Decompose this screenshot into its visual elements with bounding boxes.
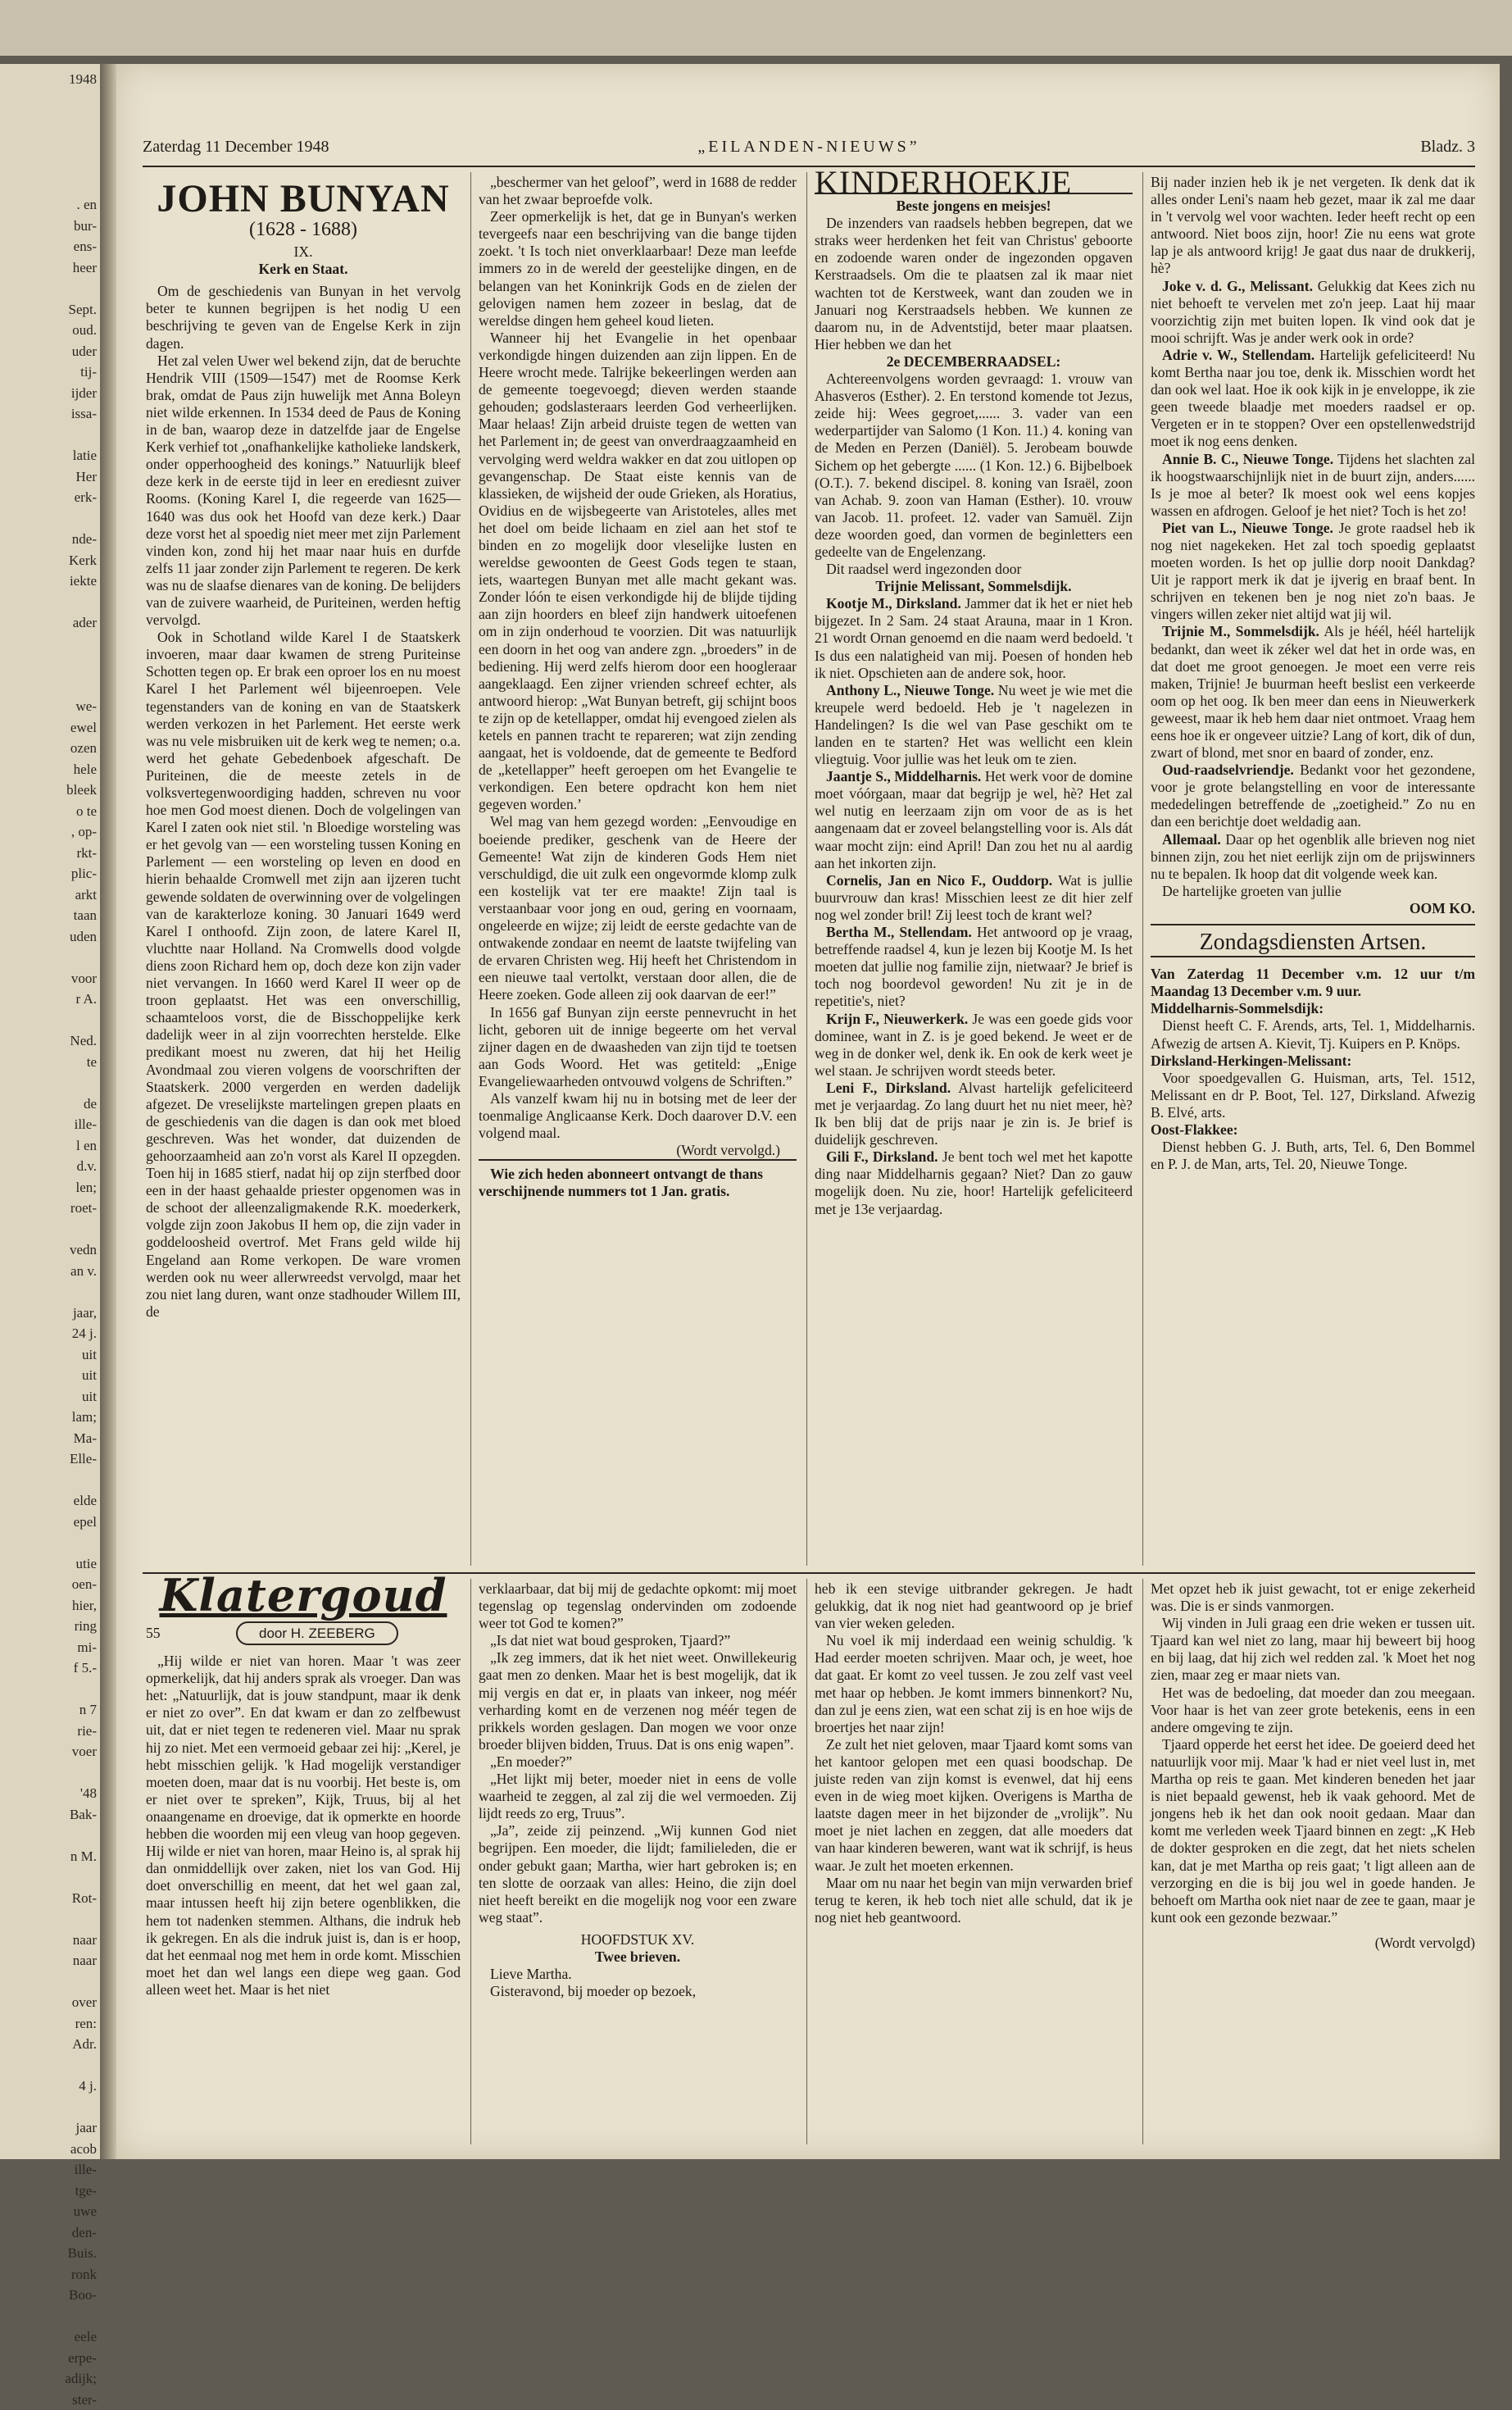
column-rule <box>806 1579 807 2144</box>
kinderhoekje-intro: De inzenders van raadsels hebben begrepen, dat we straks weer herdenken het feit van Christus' geboorte en zodoende waren onder de ingezonden opgaven Kerstraadsels. Om die te plaatsen zal ik maar niet wachten tot de Kerstweek, want dan zouden we in Januari nog Kerstraadsels hebben. We kunnen ze daarom nu, in de Adventstijd, beter maar plaatsen. Hier hebben we dan het <box>815 215 1133 352</box>
letter-recipient: Gili F., Dirksland. <box>826 1148 938 1166</box>
bunyan-paragraph: Ook in Schotland wilde Karel I de Staatskerk invoeren, maar daar kwamen de streng Puriteinse Schotten tegen op. Er brak een oproer los en nu moest Karel I het Parlement wél bijeenroepen. Vele tegenstanders van de koning en van de Staatskerk werden verkozen in het Parlement. Het eerste werk was nu vele misbruiken uit de kerk weg te nemen; o.a. werd het gehate Gebedenboek afgeschaft. De Puriteinen, die de meeste zetels in de volksvertegenwoordiging hadden, schreven nu voor hoe men God moest dienen. Doch de volgelingen van Karel I zaten ook niet stil. 'n Bloedige worsteling was er het gevolg van — een worsteling tussen Koning en Parlement — een worsteling op leven en dood en hierin behaalde Cromwell met zijn aan ijzeren tucht gewende soldaten de overwinning over de volgelingen van de karakterloze koning. 30 Januari 1649 werd Karel I onthoofd. Zijn zoon, de latere Karel II, vluchtte naar Holland. Na Cromwells dood volgde diens zoon Richard hem op, doch deze kon zijn vader niet vervangen. In 1660 werd Karel II weer op de troon geplaatst. Het was een onverschillig, schaamteloos vorst, die de Bisschoppelijke kerk dadelijk weer in al zijn voorrechten herstelde. Elke predikant moest nu zweren, dat hij het Heilig Avondmaal zou vieren volgens de voorschriften der Staatskerk. 2000 vergerden en werden dadelijk afgezet. De vreselijkste martelingen grepen plaats en de geschiedenis van die dagen is dan ook met bloed geschreven. Was het wonder, dat duizenden de gehoorzaamheid aan zo'n vorst als Karel II opzegden. Toen hij in 1685 stierf, nadat hij op zijn sterfbed door een in der haast gehaalde priester opgenomen was in de schoot der alleenzaligmakende R.K. moederkerk, volgde zijn zoon Jakobus II hem op, die zijn vader in goddeloosheid overtrof. Met Frans geld wilde hij Engeland aan Rome verkopen. De ware vromen werden ook nu weer allerwreedst vervolgd, maar het zou niet lang duren, want onze stadhouder Willem III, de <box>146 629 461 1320</box>
letter-reply-text: Daar op het ogenblik alle brieven nog niet binnen zijn, zou het niet eerlijk zijn om de prijswinners nu te bepalen. Ik hoop dat dit volgende week kan. <box>1151 830 1475 882</box>
letter-recipient: Piet van L., Nieuwe Tonge. <box>1162 519 1333 536</box>
bunyan-continued: (Wordt vervolgd.) <box>676 1142 780 1159</box>
letter-reply <box>815 768 1133 872</box>
story-paragraph: Ze zult het niet geloven, maar Tjaard komt soms van het kantoor gelopen met een quasi boodschap. De juiste reden van zijn komst is evenwel, dat hij eens even in de wieg moet kijken. Overigens is Martha de laatste dagen meer in het bijzonder de „vrolijk”. Nu moet je niet lachen en zeggen, dat alle moeders dat van haar kinderen beweren, want wat ik schrijf, is heus waar. Je zult het moeten erkennen. <box>815 1735 1133 1874</box>
klatergoud-continued: (Wordt vervolgd) <box>1374 1934 1475 1951</box>
bunyan-years: (1628 - 1688) <box>249 219 357 240</box>
story-paragraph: Maar om nu naar het begin van mijn verwarden brief terug te keren, ik heb toch niet alle schuld, dat ik je nog niet heb geantwoord. <box>815 1874 1133 1926</box>
letter-reply <box>1151 623 1475 762</box>
newspaper-page <box>116 64 1500 2159</box>
letter-reply-text: Gelukkig dat Kees zich nu niet behoeft te vervelen met zo'n jeep. Laat hij maar voorzichtig zijn met buiten lopen. Ik vind ook dat je mooi schrijft. Was je ander werk ook in orde? <box>1151 277 1475 346</box>
letter-recipient: Krijn F., Nieuwerkerk. <box>826 1010 969 1027</box>
column-rule <box>1142 1579 1143 2144</box>
story-paragraph: heb ik een stevige uitbrander gekregen. Je hadt gelukkig, dat ik nog niet had geantwoord op je brief van vier weken geleden. <box>815 1580 1133 1632</box>
letter-reply-text: Je grote raadsel heb ik nog niet nagekeken. Het zal toch spoedig geplaatst moeten worden. Is het op jullie dorp nooit Dankdag? Uit je rapport merk ik dat je ijverig en braaf bent. In schrijven en tekenen ben je nog niet zo'n baas. Je vingers willen zeker niet altijd wat jij wil. <box>1151 519 1475 623</box>
letter-recipient: Joke v. d. G., Melissant. <box>1162 277 1313 294</box>
kinderhoekje-title: KINDERHOEKJE <box>815 174 1133 194</box>
chapter-subheading: Twee brieven. <box>594 1948 681 1965</box>
story-paragraph: verklaarbaar, dat bij mij de gedachte opkomt: mij moet tegenslag op tegenslag ondervinden om zodoende weer tot God te komen?” <box>479 1580 797 1632</box>
klatergoud-column-4 <box>1151 1580 1475 2146</box>
letter-recipient: Jaantje S., Middelharnis. <box>826 768 982 785</box>
letter-reply <box>1151 278 1475 347</box>
letter-recipient: Allemaal. <box>1162 830 1221 848</box>
letter-reply-text: Jammer dat ik het er niet heb bijgezet. In 2 Sam. 24 staat Arauna, maar in 1 Kron. 21 wordt Ornan genoemd en die naam werd bedoeld. 't Is dus een nalatigheid van mij. Poesen of honden heb ik niet. Opschieten aan de andere sok, hoor. <box>815 595 1133 681</box>
kinderhoekje-signature: OOM KO. <box>1409 899 1475 916</box>
story-paragraph: „Is dat niet wat boud gesproken, Tjaard?” <box>490 1632 731 1649</box>
story-paragraph: Gisteravond, bij moeder op bezoek, <box>490 1983 697 2000</box>
subscriber-notice: Wie zich heden abonneert ontvangt de thans verschijnende nummers tot 1 Jan. gratis. <box>479 1159 797 1200</box>
column-rule <box>470 172 471 1566</box>
artsen-place: Oost-Flakkee: <box>1151 1121 1238 1138</box>
story-paragraph: Nu voel ik mij inderdaad een weinig schuldig. 'k Had eerder moeten schrijven. Maar och, je weet, hoe dat gaat. Er komt zo veel tussen. Je zou zelf vast veel met haar op hebben. Je komt immers binnenkort? Nu, dan zul je eens zien, wat een schat zij is en hoe wijs de broertjes het naar zijn! <box>815 1632 1133 1735</box>
letter-reply-text: Bedankt voor het gezondene, voor je grote belangstelling en voor de interessante mededelingen betreffende de „zoetigheid.” Zo nu en dan een berichtje doet weldadig aan. <box>1151 762 1475 830</box>
kinderhoekje-continuation: Bij nader inzien heb ik je net vergeten. Ik denk dat ik alles onder Leni's naam heb gezet, maar ik zal me daar in 't vervolg wel voor wachten. Ieder heeft recht op een antwoord. Niet boos zijn, hoor! Zie nu eens wat grote lap je als antwoord krijg! Je gaat dus naar de drukkerij, hè? <box>1151 174 1475 277</box>
bunyan-paragraph: In 1656 gaf Bunyan zijn eerste pennevrucht in het licht, geboren uit de innige begeerte om het verval zijner dagen en de dwaasheden van zijn tijd te toetsen aan Gods Woord. Het was getiteld: „Enige Evangeliewaarheden ontvouwd volgens de Schriften.” <box>479 1003 797 1089</box>
story-paragraph: „Hij wilde er niet van horen. Maar 't was zeer opmerkelijk, dat hij anders sprak als vroeger. Dan was het: „Natuurlijk, dat is jouw standpunt, maar ik denk er niet zo over”. En dat kwam er dan zo zelfbewust uit, dat er niet tegen te redeneren viel. Maar nu sprak hij zo niet. Met een vermoeid gebaar zei hij: „Kerel, je hebt misschien gelijk. 'k Had mogelijk verstandiger moeten doen, maar dat is nu voorbij. Het beste is, om er niet over te spreken”, Kijk, Truus, bij al het onaangename en droevige, dat ik opmerkte en hoorde hebben die woorden mij een vleug van hoop gegeven. Hij wilde er niet van horen, maar Heino is, al sprak hij dan onmiddellijk over zaken, niet los van God. Hij doet onverschillig en meent, dat het wel gaan zal, maar intussen heeft hij zijn betere ogenblikken, die hem tot nadenken stemmen. Althans, die indruk heb ik gekregen. En als die indruk juist is, dan is er hoop, dat het eenmaal nog met hem in orde komt. Misschien moet het dan wel langs een diepe weg gaan. God alleen weet het. Maar is het niet <box>146 1653 461 1998</box>
klatergoud-byline: door H. ZEEBERG <box>236 1621 398 1645</box>
letter-salutation: Lieve Martha. <box>490 1966 572 1983</box>
page-gutter <box>100 64 116 2159</box>
bunyan-column-1 <box>146 174 461 1567</box>
story-paragraph: Het was de bedoeling, dat moeder dan zou meegaan. Voor haar is het van zeer grote betekenis, eens in een andere omgeving te zijn. <box>1151 1684 1475 1735</box>
artsen-period: Van Zaterdag 11 December v.m. 12 uur t/m Maandag 13 December v.m. 9 uur. <box>1151 966 1475 1000</box>
artsen-place: Dirksland-Herkingen-Melissant: <box>1151 1052 1352 1069</box>
bunyan-paragraph: Om de geschiedenis van Bunyan in het vervolg beter te kunnen begrijpen is het nodig U een beschrijving te geven van de Engelse Kerk in zijn dagen. <box>146 283 461 352</box>
bunyan-paragraph: Wanneer hij het Evangelie in het openbaar verkondigde hingen duizenden aan zijn lippen. En de Heere wrocht mede. Talrijke bekeerlingen werden aan de gemeente toegevoegd; dieven werden staande gehouden; godslasteraars leerden God verheerlijken. Maar helaas! Zijn arbeid druiste tegen de wetten van het Parlement in; de geest van onverdraagzaamheid en vervolging werd weldra wakker en dat zou uitlopen op gevangenschap. De Staat eiste kennis van de klassieken, de wijsheid der oude Grieken, als Horatius, Ovidius en de wijsbegeerte van Aristoteles, alles met het doel om beide lichaam en ziel aan het stof te binden en zo mogelijk door vleselijke lusten en wereldse gewoonten de Geest Gods tegen te staan, iets, waartegen Bunyan met alle macht gekant was. Zonder lóón te eisen verkondigde hij de blijde tijding aan zijn hoorders en bleef zijn handwerk uitoefenen om in zijn onderhoud te voorzien. Dit was natuurlijk een doorn in het oog van andere zgn. „broeders” in de bediening. Hij werd zelfs hierom door een hoogleraar aangeklaagd. Een zijner vrienden schreef echter, als antwoord hierop: „Wat Bunyan betreft, gij schijnt boos te zijn op de ketellapper, omdat hij evengoed zielen als ketels en pannen tracht te repareren; wat zijn zending aangaat, het is voldoende, dat de gemeente te Bedford de „ketellapper” heeft geroepen om het Evangelie te verkondigen. Een betere opdracht kon hem niet gegeven worden.’ <box>479 329 797 813</box>
story-paragraph: „Ik zeg immers, dat ik het niet weet. Onwillekeurig gaat men zo denken. Maar het is best mogelijk, dat ik mij vergis en dat er, in plaats van inkeer, nog méér verharding komt en de verzenen nog méér tegen de prikkels worden geslagen. Dan mogen we voor onze broeder blijven bidden, Truus. Dat is ons enig wapen”. <box>479 1649 797 1753</box>
letter-recipient: Adrie v. W., Stellendam. <box>1162 346 1315 363</box>
letter-recipient: Anthony L., Nieuwe Tonge. <box>826 681 995 698</box>
adjacent-page-fragments: 1948 . en bur- ens- heer Sept. oud. uder tij- ijder issa- latie Her erk- nde- Kerk iekte ader we- ewel ozen hele bleek o te , op- rkt- plic- arkt taan uden voor r A. Ned. te de ille- l en d.v. len; roet- vedn an v. jaar, 24 j. uit uit uit lam; Ma- Elle- elde epel utie oen- hier, ring mi- f 5.- n 7 rie- voer '48 Bak- n M. Rot- naar naar over ren: Adr. 4 j. jaar acob ille- tge- uwe den- Buis. ronk Boo- eele erpe- adijk; ster- <box>65 71 97 2408</box>
letter-reply-text: Als je héél, héél hartelijk bedankt, dan weet ik zéker wel dat het in orde was, en dat doet me groot genoegen. Je moet een verre reis maken, Trijnie! Je buurman heeft beslist een verkeerde oom op het oog. Ik ben meer dan eens in Nieuwerkerk geweest, maar ik heb hem daar niet ontmoet. Vraag hem eens hoe ik er ongeveer uitzie? Lang of kort, dik of dun, zwart of blond, met snor en baard of zonder, enz. <box>1151 623 1475 762</box>
letter-recipient: Kootje M., Dirksland. <box>826 595 961 612</box>
artsen-title: Zondagsdiensten Artsen. <box>1151 924 1475 957</box>
bunyan-paragraph: Als vanzelf kwam hij nu in botsing met de leer der toenmalige Anglicaanse Kerk. Doch daarover D.V. een volgend maal. <box>479 1089 797 1142</box>
puzzle-sender: Trijnie Melissant, Sommelsdijk. <box>875 578 1072 595</box>
letter-reply-text: Wat is jullie buurvrouw dan kras! Misschien leest ze dit hier zelf nog wel zonder bril! Zij leest toch de krant wel? <box>815 871 1133 923</box>
story-paragraph: „En moeder?” <box>490 1753 573 1770</box>
running-header <box>143 134 1475 162</box>
header-page-number: Bladz. 3 <box>1420 138 1475 156</box>
bunyan-paragraph: Het zal velen Uwer wel bekend zijn, dat de beruchte Hendrik VIII (1509—1547) met de Roomse Kerk brak, omdat de Paus zijn huwelijk met Anna Boleyn niet wilde erkennen. In 1534 deed de Paus de Koning in de ban, waarop deze in datzelfde jaar de Engelse Kerk verhief tot „onafhankelijke katholieke landskerk, onder opperhoogheid des konings.” Natuurlijk bleef deze kerk in de eerste tijd in leer en erediesnt zuiver Rooms. (Koning Karel I, die regeerde van 1625—1640 was dus ook het Hoofd van deze kerk.) Daar deze vorst het al spoedig niet meer met zijn Parlement vinden kon, zond hij het maar naar huis en durfde zelfs 11 jaar zonder zijn Parlement te regeren. De kerk was nu de slaafse dienares van de koning. De belijders van de zuivere waarheid, de Puriteinen, werden heftig vervolgd. <box>146 352 461 629</box>
puzzle-text: Achtereenvolgens worden gevraagd: 1. vrouw van Ahasveros (Esther). 2. En terstond komende tot Jezus, zeide hij: Wees gegroet,...... 3. vader van een wederpartijder van Salomo (1 Kon. 11.) 4. koning van de Meden en Perzen (Daniël). 5. Jerobeam bouwde Sichem op het gebergte ...... (1 Kon. 12.) 6. Bijbelboek (O.T.). 7. bekend discipel. 8. koning van Israël, zoon van Achab. 9. zoon van Haman (Esther). 10. vrouw van Jacob. 11. profeet. 12. vader van Samuël. Zijn deze woorden goed, dan vormen de beginletters een gedeelte van de Engelenzang. <box>815 371 1133 560</box>
letter-recipient: Bertha M., Stellendam. <box>826 924 972 941</box>
story-paragraph: Tjaard opperde het eerst het idee. De goeierd deed het natuurlijk voor mij. Maar 'k had er niet veel lust in, met Martha op reis te gaan. Met kinderen beneden het jaar is niet bepaald gewenst, heb ik vaak gehoord. Met de jongens heb ik het dan ook nooit gedaan. Maar dan komt me verleden week Tjaard binnen en zegt: „K Heb de dokter gesproken en die zegt, dat het niets schelen kan, dat je met Martha op reis gaat; 't ligt alleen aan de verzorging en die is bij jou wel in goede handen. Je behoeft om Martha ook niet naar de zee te gaan, maar je kunt ook een gezonde bezwaar.” <box>1151 1735 1475 1926</box>
letter-reply <box>1151 831 1475 883</box>
bunyan-paragraph: „beschermer van het geloof”, werd in 1688 de redder van het zwaar beproefde volk. <box>479 174 797 208</box>
letter-recipient: Trijnie M., Sommelsdijk. <box>1162 623 1319 640</box>
letter-reply-text: Hartelijk gefeliciteerd! Nu komt Bertha naar jou toe, denk ik. Misschien wordt het dan ook wel laat. Hoe ik ook kijk in je enveloppe, ik zie geen tweede blaadje met moeders raadsel er op. Vergeten er in te stoppen? Over een opstellenwedstrijd moet ik nog eens denken. <box>1151 346 1475 450</box>
puzzle-sender-line: Dit raadsel werd ingezonden door <box>826 561 1022 578</box>
letter-reply <box>1151 451 1475 520</box>
letter-reply-text: Het antwoord op je vraag, betreffende raadsel 4, kun je lezen bij Kootje M. Is het moeten dat jullie nog familie zijn, nietwaar? Je brief is toch nog boordevol geworden! Nu zit je in de repetitie's, niet? <box>815 924 1133 1010</box>
kinderhoekje-closing: De hartelijke groeten van jullie <box>1162 882 1342 899</box>
installment-number: 55 <box>146 1625 161 1642</box>
story-paragraph: „Ja”, zeide zij peinzend. „Wij kunnen God niet begrijpen. Een moeder, die lijdt; familieleden, die er onder gebukt gaan; Martha, wier hart gebroken is; en ten slotte de oorzaak van alles: Heino, die zijn doel niet heeft bereikt en die mogelijk nog voor een zware weg staat”. <box>479 1822 797 1926</box>
letter-reply-text: Je bent toch wel met het kapotte ding naar Middelharnis gegaan? Niet? Dan zo gauw mogelijk doen. Nu zie, hoor! Hartelijk gefeliciteerd met je 13e verjaardag. <box>815 1148 1133 1217</box>
column-rule <box>806 172 807 1566</box>
klatergoud-title: Klatergoud <box>159 1569 447 1621</box>
letter-reply <box>1151 762 1475 830</box>
letter-reply <box>815 682 1133 768</box>
artsen-text: Dienst heeft C. F. Arends, arts, Tel. 1, Middelharnis. Afwezig de artsen A. Kievit, Tj. Kuipers en P. Knöps. <box>1151 1017 1475 1052</box>
bunyan-part: IX. <box>293 243 313 261</box>
letter-reply <box>815 872 1133 924</box>
header-date: Zaterdag 11 December 1948 <box>143 138 329 156</box>
artsen-place: Middelharnis-Sommelsdijk: <box>1151 1000 1324 1017</box>
letter-reply <box>815 1011 1133 1080</box>
artsen-text: Dienst hebben G. J. Buth, arts, Tel. 6, Den Bommel en P. J. de Man, arts, Tel. 20, Nieuwe Tonge. <box>1151 1139 1475 1173</box>
kinderhoekje-greeting: Beste jongens en meisjes! <box>896 198 1051 215</box>
letter-reply-text: Nu weet je wie met die kreupele werd bedoeld. Heb je 't nagelezen in Handelingen? Is die wel van Pase geschikt om te landen en te starten? Het was wellicht een klein vliegtuig. Voor jullie was het leuk om te zien. <box>815 681 1133 768</box>
letter-recipient: Leni F., Dirksland. <box>826 1079 951 1096</box>
letter-recipient: Oud-raadselvriendje. <box>1162 762 1294 779</box>
klatergoud-column-3 <box>815 1580 1133 2146</box>
bunyan-paragraph: Zeer opmerkelijk is het, dat ge in Bunyan's werken tevergeefs naar een beschrijving van die bange tijden zoekt. 't Is toch niet onverklaarbaar! Deze man leefde immers zo in de wereld der geestelijke dingen, en de belangen van het Koninkrijk Gods en de zielen der gelovigen namen hem zozeer in beslag, dat de wereldse dingen hem geheel koud lieten. <box>479 208 797 329</box>
bunyan-paragraph: Wel mag van hem gezegd worden: „Eenvoudige en boeiende prediker, geschenk van de Heere der Gemeente! Wat zijn de kinderen Gods Hem niet verschuldigd, die uit zulk een ongevormde klomp zulk een kostelijk vat ter ere maakte! Zijn taal is verstaanbaar voor jong en oud, gering en voornaam, ongeleerde en wijze; zij leidt de eerste gedachte van de ontwakende zondaar en neemt de laatste twijfeling van de ervaren Christen weg. Hij heeft het Christendom in een nieuwe taal vertolkt, verstaan door allen, die de Heere zoeken. Gode alleen zij ook daarvan de eer!” <box>479 813 797 1003</box>
letter-reply <box>815 924 1133 1010</box>
chapter-heading: HOOFDSTUK XV. <box>580 1930 695 1948</box>
letter-reply-text: Alvast hartelijk gefeliciteerd met je verjaardag. Zo lang duurt het nu niet meer, hè? Ik ben blij dat de prijs naar je zin is. Je brief is duidelijk geschreven. <box>815 1079 1133 1148</box>
letter-reply-text: Je was een goede gids voor dominee, want in Z. is je goed bekend. Je weet er de weg in de donker wel, denk ik. En ook de kerk weet je wel staan. Je schrijven wordt steeds beter. <box>815 1010 1133 1079</box>
scan-background <box>0 0 1512 56</box>
artsen-text: Voor spoedgevallen G. Huisman, arts, Tel. 1512, Melissant en dr P. Boot, Tel. 127, Dirksland. Afwezig B. Elvé, arts. <box>1151 1069 1475 1121</box>
klatergoud-column-1 <box>146 1569 461 2146</box>
letter-reply <box>815 1080 1133 1148</box>
letter-reply <box>1151 520 1475 624</box>
letter-reply-text: Tijdens het slachten zal ik hoogstwaarschijnlijk niet in de buurt zijn, anders...... Is je moe al beter? Ik moest ook wel eens kopjes wassen en afdrogen. Geloof je het niet? Toch is het zo! <box>1151 450 1476 519</box>
kinderhoekje-column-1 <box>815 164 1133 1567</box>
story-paragraph: Met opzet heb ik juist gewacht, tot er enige zekerheid was. Die is er sinds vanmorgen. <box>1151 1580 1475 1615</box>
letter-reply <box>815 1148 1133 1217</box>
letter-recipient: Cornelis, Jan en Nico F., Ouddorp. <box>826 871 1053 889</box>
bunyan-column-2 <box>479 174 797 1567</box>
letter-reply-text: Het werk voor de domine moet vóórgaan, maar dat begrijp je wel, hè? Het zal wel nutig en leerzaam zijn om voor de as is het aangenaam dat er zoveel belangstelling voor is. Als dát waar mocht zijn: eind April! Dan zou het nu al aardig aan het inkorten zijn. <box>815 768 1133 871</box>
klatergoud-column-2 <box>479 1580 797 2146</box>
letter-recipient: Annie B. C., Nieuwe Tonge. <box>1162 450 1334 467</box>
adjacent-page-edge <box>0 64 102 2408</box>
letter-reply <box>815 595 1133 681</box>
story-paragraph: „Het lijkt mij beter, moeder niet in eens de volle waarheid te zeggen, al zal zij die wel vermoeden. Zij lijdt reeds zo erg, Truus”. <box>479 1771 797 1822</box>
bunyan-title: JOHN BUNYAN <box>157 177 450 221</box>
letter-reply <box>1151 347 1475 451</box>
header-rule <box>143 166 1475 167</box>
story-paragraph: Wij vinden in Juli graag een drie weken er tussen uit. Tjaard kan wel niet zo lang, maar hij beweert bij hoog en bij laag, dat hij zich wel redden zal. 'k Moet het nog zien, maar zeg er maar niets van. <box>1151 1615 1475 1684</box>
column-rule <box>470 1579 471 2144</box>
kinderhoekje-column-2 <box>1151 174 1475 1567</box>
puzzle-heading: 2e DECEMBERRAADSEL: <box>886 352 1061 370</box>
header-title: „EILANDEN-NIEUWS” <box>697 138 920 156</box>
bunyan-section: Kerk en Staat. <box>258 261 348 278</box>
column-rule <box>1142 172 1143 1566</box>
